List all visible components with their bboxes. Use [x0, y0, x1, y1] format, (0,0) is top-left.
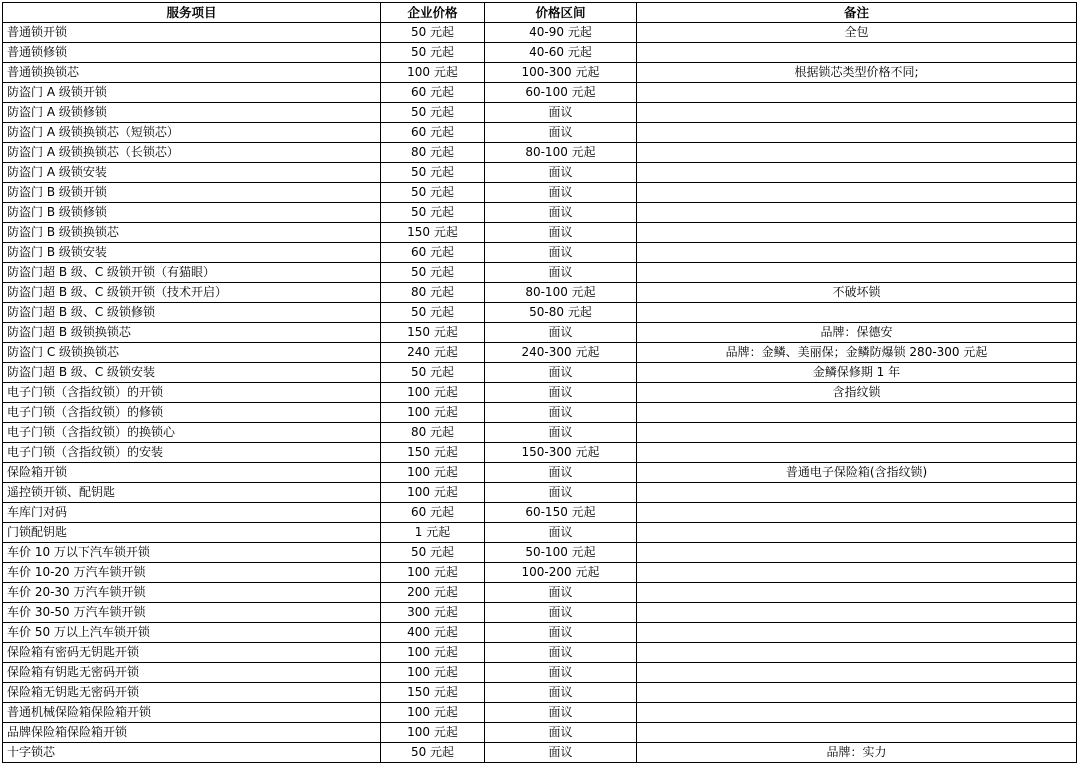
cell-service-item: 十字锁芯	[3, 743, 381, 763]
cell-enterprise-price: 80 元起	[381, 143, 485, 163]
cell-price-range: 面议	[485, 223, 637, 243]
cell-price-range: 40-90 元起	[485, 23, 637, 43]
table-row	[3, 703, 1077, 723]
cell-price-range: 240-300 元起	[485, 343, 637, 363]
cell-price-range: 面议	[485, 383, 637, 403]
cell-enterprise-price: 100 元起	[381, 723, 485, 743]
table-row	[3, 643, 1077, 663]
cell-enterprise-price: 100 元起	[381, 463, 485, 483]
cell-price-range: 100-300 元起	[485, 63, 637, 83]
cell-remarks	[637, 703, 1077, 723]
table-row	[3, 223, 1077, 243]
table-row	[3, 43, 1077, 63]
table-row	[3, 383, 1077, 403]
table-row	[3, 183, 1077, 203]
cell-price-range: 面议	[485, 583, 637, 603]
cell-enterprise-price: 100 元起	[381, 663, 485, 683]
cell-enterprise-price: 150 元起	[381, 443, 485, 463]
table-row	[3, 443, 1077, 463]
table-row	[3, 203, 1077, 223]
cell-remarks	[637, 303, 1077, 323]
cell-enterprise-price: 100 元起	[381, 703, 485, 723]
cell-remarks: 不破坏锁	[637, 283, 1077, 303]
cell-remarks	[637, 683, 1077, 703]
table-body	[3, 23, 1077, 763]
cell-service-item: 防盗门超 B 级、C 级锁开锁（有猫眼）	[3, 263, 381, 283]
cell-remarks	[637, 83, 1077, 103]
table-row	[3, 743, 1077, 763]
cell-enterprise-price: 60 元起	[381, 243, 485, 263]
cell-remarks	[637, 563, 1077, 583]
cell-remarks	[637, 203, 1077, 223]
cell-enterprise-price: 150 元起	[381, 223, 485, 243]
cell-price-range: 40-60 元起	[485, 43, 637, 63]
cell-enterprise-price: 150 元起	[381, 683, 485, 703]
cell-remarks: 金鳞保修期 1 年	[637, 363, 1077, 383]
table-row	[3, 423, 1077, 443]
cell-price-range: 面议	[485, 663, 637, 683]
cell-remarks	[637, 223, 1077, 243]
cell-price-range: 80-100 元起	[485, 143, 637, 163]
cell-service-item: 保险箱无钥匙无密码开锁	[3, 683, 381, 703]
table-row	[3, 483, 1077, 503]
table-row	[3, 503, 1077, 523]
header-price-range: 价格区间	[485, 3, 637, 23]
cell-service-item: 防盗门 A 级锁开锁	[3, 83, 381, 103]
cell-price-range: 150-300 元起	[485, 443, 637, 463]
cell-enterprise-price: 100 元起	[381, 63, 485, 83]
cell-service-item: 保险箱开锁	[3, 463, 381, 483]
table-row	[3, 403, 1077, 423]
cell-price-range: 面议	[485, 723, 637, 743]
cell-price-range: 面议	[485, 163, 637, 183]
cell-enterprise-price: 100 元起	[381, 403, 485, 423]
table-row	[3, 543, 1077, 563]
cell-price-range: 80-100 元起	[485, 283, 637, 303]
cell-enterprise-price: 50 元起	[381, 103, 485, 123]
cell-enterprise-price: 60 元起	[381, 123, 485, 143]
table-row	[3, 523, 1077, 543]
cell-price-range: 面议	[485, 183, 637, 203]
cell-service-item: 普通锁修锁	[3, 43, 381, 63]
cell-remarks	[637, 523, 1077, 543]
cell-remarks: 根据锁芯类型价格不同;	[637, 63, 1077, 83]
cell-enterprise-price: 100 元起	[381, 383, 485, 403]
cell-price-range: 面议	[485, 103, 637, 123]
cell-price-range: 面议	[485, 423, 637, 443]
cell-service-item: 车价 30-50 万汽车锁开锁	[3, 603, 381, 623]
cell-enterprise-price: 200 元起	[381, 583, 485, 603]
table-row	[3, 323, 1077, 343]
cell-price-range: 面议	[485, 523, 637, 543]
cell-service-item: 门锁配钥匙	[3, 523, 381, 543]
cell-price-range: 面议	[485, 683, 637, 703]
table-row	[3, 583, 1077, 603]
table-row	[3, 283, 1077, 303]
cell-service-item: 防盗门 A 级锁修锁	[3, 103, 381, 123]
table-row	[3, 103, 1077, 123]
cell-service-item: 品牌保险箱保险箱开锁	[3, 723, 381, 743]
table-row	[3, 603, 1077, 623]
header-row	[3, 3, 1077, 23]
cell-service-item: 电子门锁（含指纹锁）的开锁	[3, 383, 381, 403]
cell-service-item: 防盗门 B 级锁修锁	[3, 203, 381, 223]
cell-enterprise-price: 50 元起	[381, 303, 485, 323]
cell-enterprise-price: 50 元起	[381, 363, 485, 383]
table-row	[3, 303, 1077, 323]
cell-enterprise-price: 80 元起	[381, 283, 485, 303]
cell-price-range: 面议	[485, 743, 637, 763]
cell-remarks	[637, 443, 1077, 463]
cell-enterprise-price: 50 元起	[381, 43, 485, 63]
cell-price-range: 面议	[485, 623, 637, 643]
price-table	[2, 2, 1077, 763]
cell-service-item: 车价 50 万以上汽车锁开锁	[3, 623, 381, 643]
cell-price-range: 面议	[485, 123, 637, 143]
cell-enterprise-price: 100 元起	[381, 563, 485, 583]
cell-enterprise-price: 50 元起	[381, 263, 485, 283]
cell-price-range: 面议	[485, 483, 637, 503]
cell-service-item: 防盗门 B 级锁换锁芯	[3, 223, 381, 243]
cell-service-item: 车价 10-20 万汽车锁开锁	[3, 563, 381, 583]
cell-price-range: 面议	[485, 203, 637, 223]
cell-remarks	[637, 663, 1077, 683]
cell-remarks	[637, 723, 1077, 743]
cell-price-range: 面议	[485, 703, 637, 723]
cell-remarks	[637, 643, 1077, 663]
cell-service-item: 防盗门 B 级锁安装	[3, 243, 381, 263]
cell-service-item: 电子门锁（含指纹锁）的修锁	[3, 403, 381, 423]
cell-enterprise-price: 60 元起	[381, 503, 485, 523]
cell-remarks: 普通电子保险箱(含指纹锁)	[637, 463, 1077, 483]
cell-remarks	[637, 423, 1077, 443]
table-row	[3, 343, 1077, 363]
cell-enterprise-price: 50 元起	[381, 163, 485, 183]
cell-service-item: 防盗门 A 级锁换锁芯（短锁芯）	[3, 123, 381, 143]
cell-remarks: 全包	[637, 23, 1077, 43]
table-row	[3, 123, 1077, 143]
cell-enterprise-price: 50 元起	[381, 543, 485, 563]
cell-service-item: 普通锁换锁芯	[3, 63, 381, 83]
cell-price-range: 50-80 元起	[485, 303, 637, 323]
cell-price-range: 50-100 元起	[485, 543, 637, 563]
cell-remarks	[637, 103, 1077, 123]
cell-service-item: 防盗门 C 级锁换锁芯	[3, 343, 381, 363]
table-row	[3, 83, 1077, 103]
header-remarks: 备注	[637, 3, 1077, 23]
cell-service-item: 防盗门 B 级锁开锁	[3, 183, 381, 203]
table-row	[3, 23, 1077, 43]
cell-remarks	[637, 123, 1077, 143]
cell-remarks	[637, 623, 1077, 643]
cell-enterprise-price: 60 元起	[381, 83, 485, 103]
cell-remarks	[637, 163, 1077, 183]
cell-price-range: 面议	[485, 643, 637, 663]
cell-remarks	[637, 43, 1077, 63]
cell-remarks	[637, 143, 1077, 163]
cell-remarks	[637, 263, 1077, 283]
cell-price-range: 面议	[485, 243, 637, 263]
cell-enterprise-price: 50 元起	[381, 743, 485, 763]
table-row	[3, 623, 1077, 643]
cell-enterprise-price: 50 元起	[381, 23, 485, 43]
cell-service-item: 防盗门超 B 级、C 级锁安装	[3, 363, 381, 383]
cell-price-range: 60-100 元起	[485, 83, 637, 103]
table-row	[3, 63, 1077, 83]
cell-remarks	[637, 503, 1077, 523]
cell-service-item: 遥控锁开锁、配钥匙	[3, 483, 381, 503]
table-row	[3, 563, 1077, 583]
cell-enterprise-price: 300 元起	[381, 603, 485, 623]
cell-service-item: 防盗门超 B 级、C 级锁修锁	[3, 303, 381, 323]
cell-price-range: 面议	[485, 603, 637, 623]
cell-enterprise-price: 100 元起	[381, 643, 485, 663]
cell-remarks	[637, 543, 1077, 563]
cell-enterprise-price: 80 元起	[381, 423, 485, 443]
cell-enterprise-price: 50 元起	[381, 203, 485, 223]
cell-remarks: 品牌：实力	[637, 743, 1077, 763]
cell-service-item: 防盗门 A 级锁换锁芯（长锁芯）	[3, 143, 381, 163]
cell-service-item: 普通锁开锁	[3, 23, 381, 43]
table-row	[3, 263, 1077, 283]
cell-remarks	[637, 483, 1077, 503]
cell-enterprise-price: 150 元起	[381, 323, 485, 343]
cell-price-range: 100-200 元起	[485, 563, 637, 583]
header-service-item: 服务项目	[3, 3, 381, 23]
table-row	[3, 363, 1077, 383]
cell-service-item: 电子门锁（含指纹锁）的安装	[3, 443, 381, 463]
cell-remarks	[637, 583, 1077, 603]
cell-remarks	[637, 403, 1077, 423]
cell-remarks	[637, 603, 1077, 623]
cell-remarks: 品牌：保德安	[637, 323, 1077, 343]
cell-price-range: 60-150 元起	[485, 503, 637, 523]
cell-service-item: 车价 20-30 万汽车锁开锁	[3, 583, 381, 603]
cell-service-item: 保险箱有钥匙无密码开锁	[3, 663, 381, 683]
cell-service-item: 普通机械保险箱保险箱开锁	[3, 703, 381, 723]
cell-service-item: 防盗门超 B 级、C 级锁开锁（技术开启）	[3, 283, 381, 303]
cell-remarks	[637, 243, 1077, 263]
table-row	[3, 243, 1077, 263]
cell-price-range: 面议	[485, 363, 637, 383]
cell-remarks	[637, 183, 1077, 203]
cell-price-range: 面议	[485, 323, 637, 343]
cell-enterprise-price: 240 元起	[381, 343, 485, 363]
table-row	[3, 163, 1077, 183]
cell-enterprise-price: 100 元起	[381, 483, 485, 503]
cell-remarks: 含指纹锁	[637, 383, 1077, 403]
table-row	[3, 723, 1077, 743]
cell-enterprise-price: 50 元起	[381, 183, 485, 203]
cell-service-item: 车价 10 万以下汽车锁开锁	[3, 543, 381, 563]
cell-service-item: 防盗门超 B 级锁换锁芯	[3, 323, 381, 343]
table-row	[3, 463, 1077, 483]
cell-price-range: 面议	[485, 403, 637, 423]
cell-service-item: 保险箱有密码无钥匙开锁	[3, 643, 381, 663]
cell-service-item: 防盗门 A 级锁安装	[3, 163, 381, 183]
cell-enterprise-price: 1 元起	[381, 523, 485, 543]
cell-remarks: 品牌：金鳞、美丽保；金鳞防爆锁 280-300 元起	[637, 343, 1077, 363]
cell-enterprise-price: 400 元起	[381, 623, 485, 643]
cell-service-item: 电子门锁（含指纹锁）的换锁心	[3, 423, 381, 443]
table-row	[3, 663, 1077, 683]
cell-price-range: 面议	[485, 263, 637, 283]
table-row	[3, 683, 1077, 703]
table-row	[3, 143, 1077, 163]
cell-service-item: 车库门对码	[3, 503, 381, 523]
header-enterprise-price: 企业价格	[381, 3, 485, 23]
cell-price-range: 面议	[485, 463, 637, 483]
